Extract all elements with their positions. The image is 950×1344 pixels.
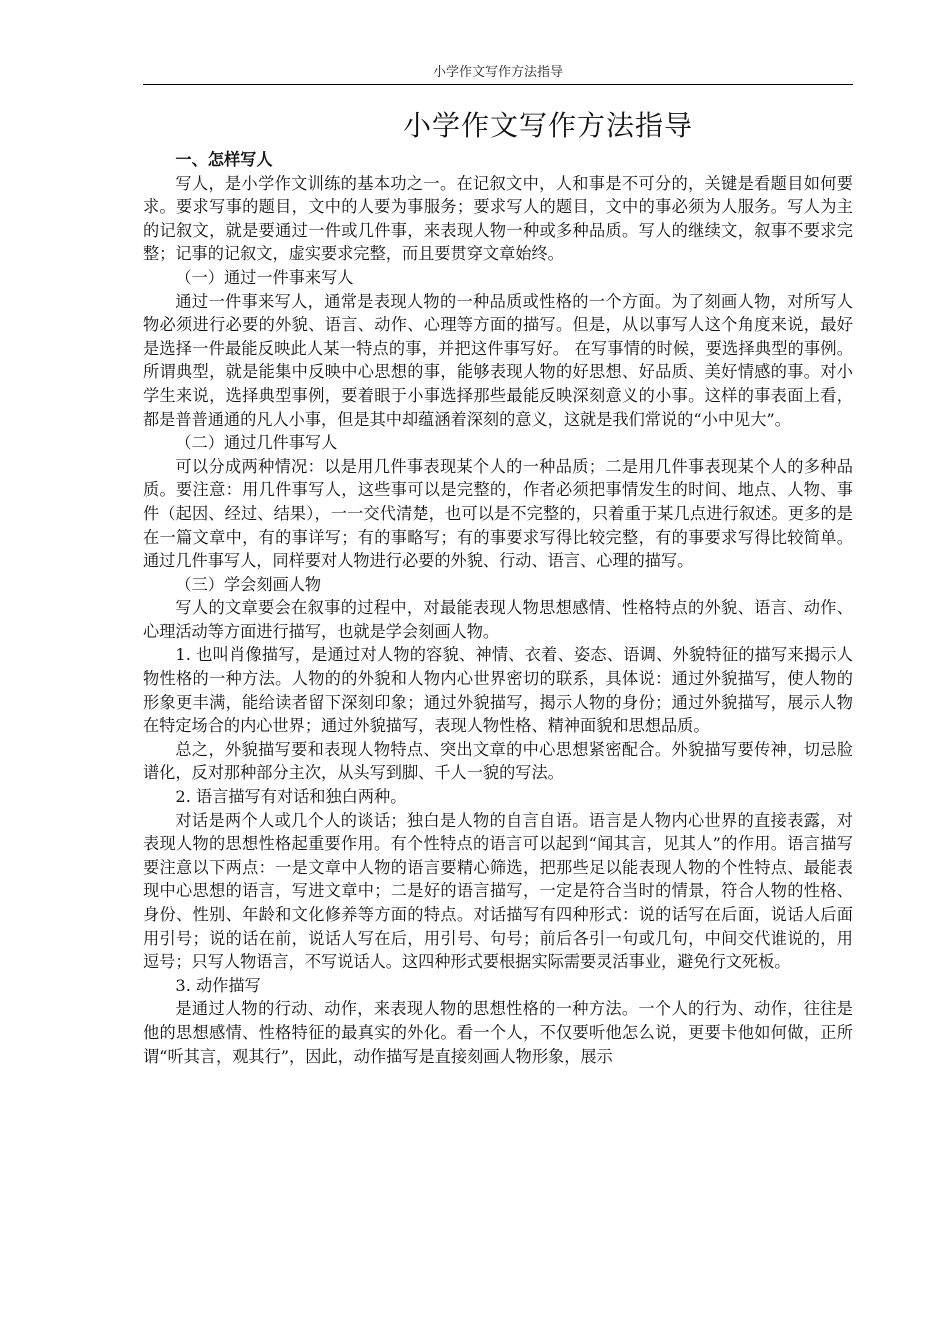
numbered-heading: 3. 动作描写: [175, 975, 261, 995]
paragraph: 是通过人物的行动、动作，来表现人物的思想性格的一种方法。一个人的行为、动作，往往是他的思想感情、性格特征的最真实的外化。看一个人，不仅要听他怎么说，更要卡他如何做，正所谓“听其言，观其行”，因此，动作描写是直接刻画人物形象，展示: [143, 999, 853, 1066]
subsection-heading: （二）通过几件事写人: [175, 433, 338, 453]
paragraph: 总之，外貌描写要和表现人物特点、突出文章的中心思想紧密配合。外貌描写要传神，切忌脸谱化，反对那种部分主次，从头写到脚、千人一貌的写法。: [143, 739, 853, 783]
paragraph: 写人，是小学作文训练的基本功之一。在记叙文中，人和事是不可分的，关键是看题目如何要求。要求写事的题目，文中的人要为事服务；要求写人的题目，文中的事必须为人服务。写人为主的记叙文，就是要通过一件或几件事，来表现人物一种或多种品质。写人的继续文，叙事不要求完整；记事的记叙文，虚实要求完整，而且要贯穿文章始终。: [143, 173, 853, 264]
section-heading: 一、怎样写人: [175, 150, 273, 169]
paragraph: 通过一件事来写人，通常是表现人物的一种品质或性格的一个方面。为了刻画人物，对所写人物必须进行必要的外貌、语言、动作、心理等方面的描写。但是，从以事写人这个角度来说，最好是选择一件最能反映此人某一特点的事，并把这件事写好。 在写事情的时候，要选择典型的事例。所谓典型，就是能集中反映中心思想的事，能够表现人物的好思想、好品质、美好情感的事。对小学生来说，选择典型事例，要着眼于小事选择那些最能反映深刻意义的小事。这样的事表面上看，都是普普通通的凡人小事，但是其中却蕴涵着深刻的意义，这就是我们常说的“小中见大”。: [143, 291, 853, 429]
paragraph: 写人的文章要会在叙事的过程中，对最能表现人物思想感情、性格特点的外貌、语言、动作、心理活动等方面进行描写，也就是学会刻画人物。: [143, 598, 853, 641]
subsection-heading: （三）学会刻画人物: [175, 574, 322, 594]
document-title: 小学作文写作方法指导: [402, 109, 693, 142]
subsection-heading: （一）通过一件事来写人: [175, 267, 354, 287]
header-rule: [143, 84, 853, 85]
document-body: [143, 104, 853, 1068]
paragraph: 1. 也叫肖像描写，是通过对人物的容貌、神情、衣着、姿态、语调、外貌特征的描写来揭示人物性格的一种方法。人物的的外貌和人物内心世界密切的联系，具体说：通过外貌描写，使人物的形象更丰满，能给读者留下深刻印象；通过外貌描写，揭示人物的身份；通过外貌描写，展示人物在特定场合的内心世界；通过外貌描写，表现人物性格、精神面貌和思想品质。: [143, 645, 853, 736]
paragraph: 对话是两个人或几个人的谈话；独白是人物的自言自语。语言是人物内心世界的直接表露，对表现人物的思想性格起重要作用。有个性特点的语言可以起到“闻其言，见其人”的作用。语言描写要注意以下两点：一是文章中人物的语言要精心筛选，把那些足以能表现人物的个性特点、最能表现中心思想的语言，写进文章中；二是好的语言描写，一定是符合当时的情景，符合人物的性格、身份、性别、年龄和文化修养等方面的特点。对话描写有四种形式：说的话写在后面，说话人后面用引号；说的话在前，说话人写在后，用引号、句号；前后各引一句或几句，中间交代谁说的，用逗号；只写人物语言，不写说话人。这四种形式要根据实际需要灵活事业，避免行文死板。: [143, 810, 853, 972]
numbered-heading: 2. 语言描写有对话和独白两种。: [175, 787, 407, 807]
paragraph: 可以分成两种情况：以是用几件事表现某个人的一种品质；二是用几件事表现某个人的多种品质。要注意：用几件事写人，这些事可以是完整的，作者必须把事情发生的时间、地点、人物、事件（起因、经过、结果），一一交代清楚，也可以是不完整的，只着重于某几点进行叙述。更多的是在一篇文章中，有的事详写；有的事略写；有的事要求写得比较完整，有的事要求写得比较简单。 通过几件事写人，同样要对人物进行必要的外貌、行动、语言、心理的描写。: [143, 456, 853, 571]
running-header: 小学作文写作方法指导: [432, 65, 563, 80]
